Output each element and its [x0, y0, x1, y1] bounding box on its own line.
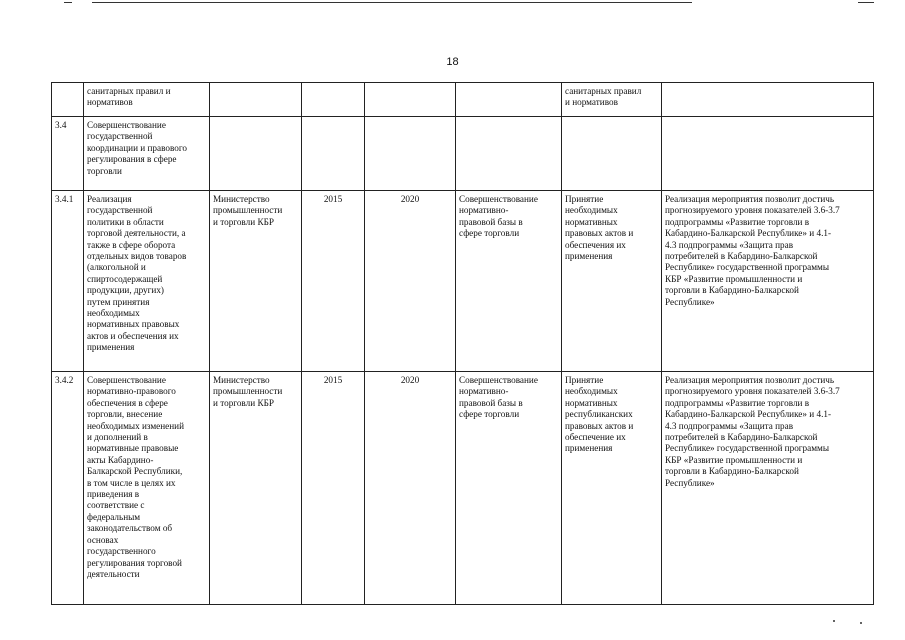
scan-speck	[860, 622, 862, 624]
row-number-cell: 3.4	[52, 117, 84, 191]
direct-result-cell	[456, 117, 562, 191]
page-number: 18	[446, 56, 459, 68]
measure-name-cell: санитарных правил и нормативов	[84, 83, 210, 117]
executor-cell: Министерство промышленности и торговли КБР	[210, 191, 302, 372]
year-start-cell	[302, 83, 365, 117]
year-start-cell	[302, 117, 365, 191]
indicators-link-cell: Реализация мероприятия позволит достичь прогнозируемого уровня показателей 3.6-3.7 подпрограммы «Развитие торговли в Кабардино-Балкарской Республике» и 4.1- 4.3 подпрограммы «Защита прав потребителей в Кабардино-Балкарской Республике» государственной программы КБР «Развитие промышленности и торговли в Кабардино-Балкарской Республике»	[662, 372, 874, 605]
measure-name-cell: Совершенствование государственной координации и правового регулирования в сфере торговли	[84, 117, 210, 191]
indicators-link-cell	[662, 117, 874, 191]
main-directions-cell	[562, 117, 662, 191]
main-directions-cell: санитарных правил и нормативов	[562, 83, 662, 117]
table-row	[52, 372, 874, 605]
main-directions-cell: Принятие необходимых нормативных республиканских правовых актов и обеспечение их применения	[562, 372, 662, 605]
indicators-link-cell	[662, 83, 874, 117]
indicators-link-cell: Реализация мероприятия позволит достичь прогнозируемого уровня показателей 3.6-3.7 подпрограммы «Развитие торговли в Кабардино-Балкарской Республике» и 4.1- 4.3 подпрограммы «Защита прав потребителей в Кабардино-Балкарской Республике» государственной программы КБР «Развитие промышленности и торговли в Кабардино-Балкарской Республике»	[662, 191, 874, 372]
top-rule	[64, 2, 72, 3]
direct-result-cell: Совершенствование нормативно- правовой базы в сфере торговли	[456, 191, 562, 372]
top-rule	[92, 2, 692, 3]
top-rule	[858, 2, 874, 3]
row-number-cell: 3.4.2	[52, 372, 84, 605]
row-number-cell: 3.4.1	[52, 191, 84, 372]
direct-result-cell: Совершенствование нормативно- правовой базы в сфере торговли	[456, 372, 562, 605]
table-row	[52, 83, 874, 117]
year-end-cell	[365, 83, 456, 117]
executor-cell	[210, 117, 302, 191]
row-number-cell	[52, 83, 84, 117]
year-start-cell: 2015	[302, 372, 365, 605]
year-end-cell: 2020	[365, 191, 456, 372]
executor-cell: Министерство промышленности и торговли КБР	[210, 372, 302, 605]
executor-cell	[210, 83, 302, 117]
year-end-cell: 2020	[365, 372, 456, 605]
direct-result-cell	[456, 83, 562, 117]
year-start-cell: 2015	[302, 191, 365, 372]
table-row	[52, 191, 874, 372]
year-end-cell	[365, 117, 456, 191]
measure-name-cell: Реализация государственной политики в области торговой деятельности, а также в сфере оборота отдельных видов товаров (алкогольной и спиртосодержащей продукции, других) путем принятия необходимых нормативных правовых актов и обеспечения их применения	[84, 191, 210, 372]
measures-table	[51, 82, 874, 605]
measure-name-cell: Совершенствование нормативно-правового обеспечения в сфере торговли, внесение необходимых изменений и дополнений в нормативные правовые акты Кабардино- Балкарской Республики, в том числе в целях их приведения в соответствие с федеральным законодательством об основах государственного регулирования торговой деятельности	[84, 372, 210, 605]
table-row	[52, 117, 874, 191]
main-directions-cell: Принятие необходимых нормативных правовых актов и обеспечения их применения	[562, 191, 662, 372]
scan-speck	[833, 620, 835, 622]
